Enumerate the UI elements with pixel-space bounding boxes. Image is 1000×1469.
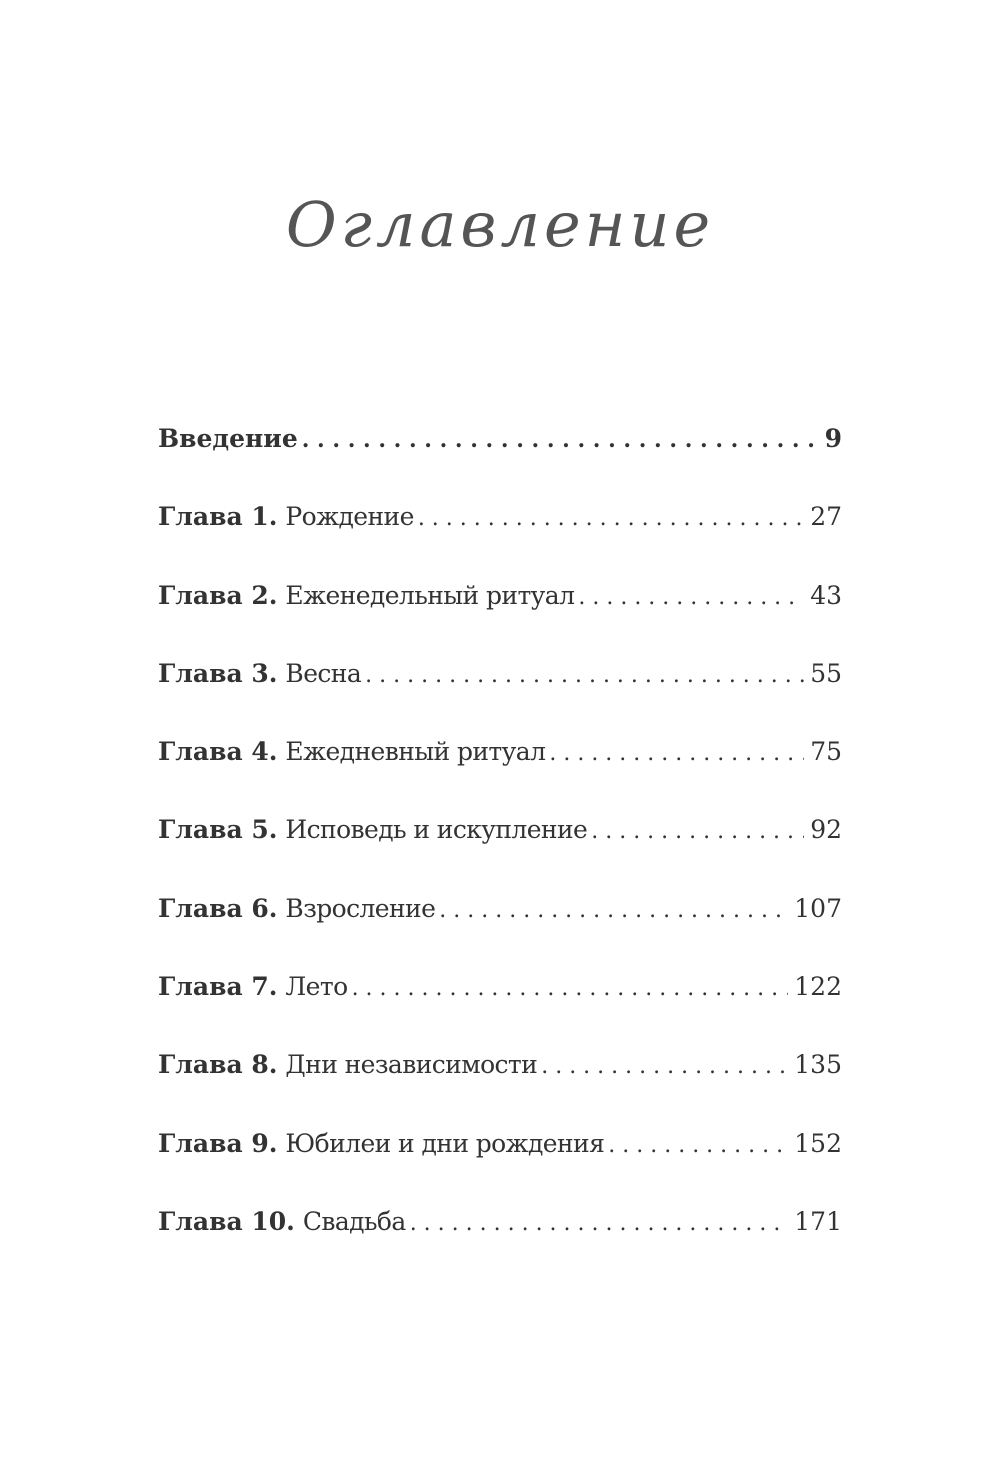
table-of-contents <box>158 424 842 1285</box>
toc-entry-prefix: Введение <box>158 424 298 453</box>
page-title: Оглавление <box>285 188 715 261</box>
toc-entry-prefix: Глава 8. <box>158 1050 278 1080</box>
toc-page-number: 152 <box>794 1128 842 1158</box>
toc-entry-prefix: Глава 2. <box>158 580 278 610</box>
toc-entry-prefix: Глава 7. <box>158 972 278 1002</box>
toc-entry-prefix: Глава 4. <box>158 737 278 767</box>
toc-leader-dots <box>578 585 804 610</box>
toc-leader-dots <box>439 898 788 923</box>
toc-entry-prefix: Глава 1. <box>158 502 278 532</box>
toc-entry-title: Еженедельный ритуал <box>285 580 575 610</box>
toc-page-number: 27 <box>810 502 842 532</box>
toc-entry-prefix: Глава 5. <box>158 815 278 845</box>
toc-entry-chapter-10[interactable] <box>158 1207 842 1285</box>
toc-leader-dots <box>418 506 804 531</box>
toc-entry-chapter-6[interactable] <box>158 894 842 972</box>
toc-page-number: 75 <box>810 737 842 767</box>
toc-entry-title: Весна <box>285 658 362 688</box>
toc-leader-dots <box>549 741 804 766</box>
toc-page-number: 92 <box>810 815 842 845</box>
toc-leader-dots <box>591 819 804 844</box>
toc-entry-title: Исповедь и искупление <box>285 815 588 845</box>
toc-leader-dots <box>541 1054 788 1079</box>
toc-entry-chapter-8[interactable] <box>158 1050 842 1128</box>
toc-page-number: 55 <box>810 658 842 688</box>
toc-entry-chapter-3[interactable] <box>158 659 842 737</box>
toc-leader-dots <box>365 663 804 688</box>
toc-leader-dots <box>410 1211 789 1236</box>
toc-entry-title: Лето <box>285 972 348 1002</box>
toc-entry-introduction[interactable] <box>158 424 842 502</box>
toc-page-number: 9 <box>824 424 842 453</box>
toc-entry-chapter-1[interactable] <box>158 502 842 580</box>
toc-page-number: 43 <box>810 580 842 610</box>
toc-entry-title: Свадьба <box>302 1206 406 1236</box>
toc-entry-prefix: Глава 6. <box>158 893 278 923</box>
toc-entry-chapter-5[interactable] <box>158 815 842 893</box>
toc-entry-title: Взросление <box>285 893 436 923</box>
toc-page-number: 122 <box>794 972 842 1002</box>
toc-page-number: 171 <box>794 1206 842 1236</box>
toc-entry-title: Ежедневный ритуал <box>285 737 546 767</box>
toc-entry-prefix: Глава 9. <box>158 1128 278 1158</box>
toc-page-number: 107 <box>794 893 842 923</box>
toc-page-number: 135 <box>794 1050 842 1080</box>
toc-entry-title: Рождение <box>285 502 414 532</box>
toc-entry-title: Дни независимости <box>285 1050 538 1080</box>
toc-entry-chapter-4[interactable] <box>158 737 842 815</box>
toc-leader-dots <box>608 1133 788 1158</box>
toc-leader-dots <box>302 427 819 453</box>
toc-entry-prefix: Глава 3. <box>158 658 278 688</box>
toc-entry-chapter-9[interactable] <box>158 1129 842 1207</box>
toc-entry-chapter-7[interactable] <box>158 972 842 1050</box>
toc-entry-chapter-2[interactable] <box>158 581 842 659</box>
toc-entry-prefix: Глава 10. <box>158 1206 295 1236</box>
toc-entry-title: Юбилеи и дни рождения <box>285 1128 605 1158</box>
toc-leader-dots <box>352 976 789 1001</box>
